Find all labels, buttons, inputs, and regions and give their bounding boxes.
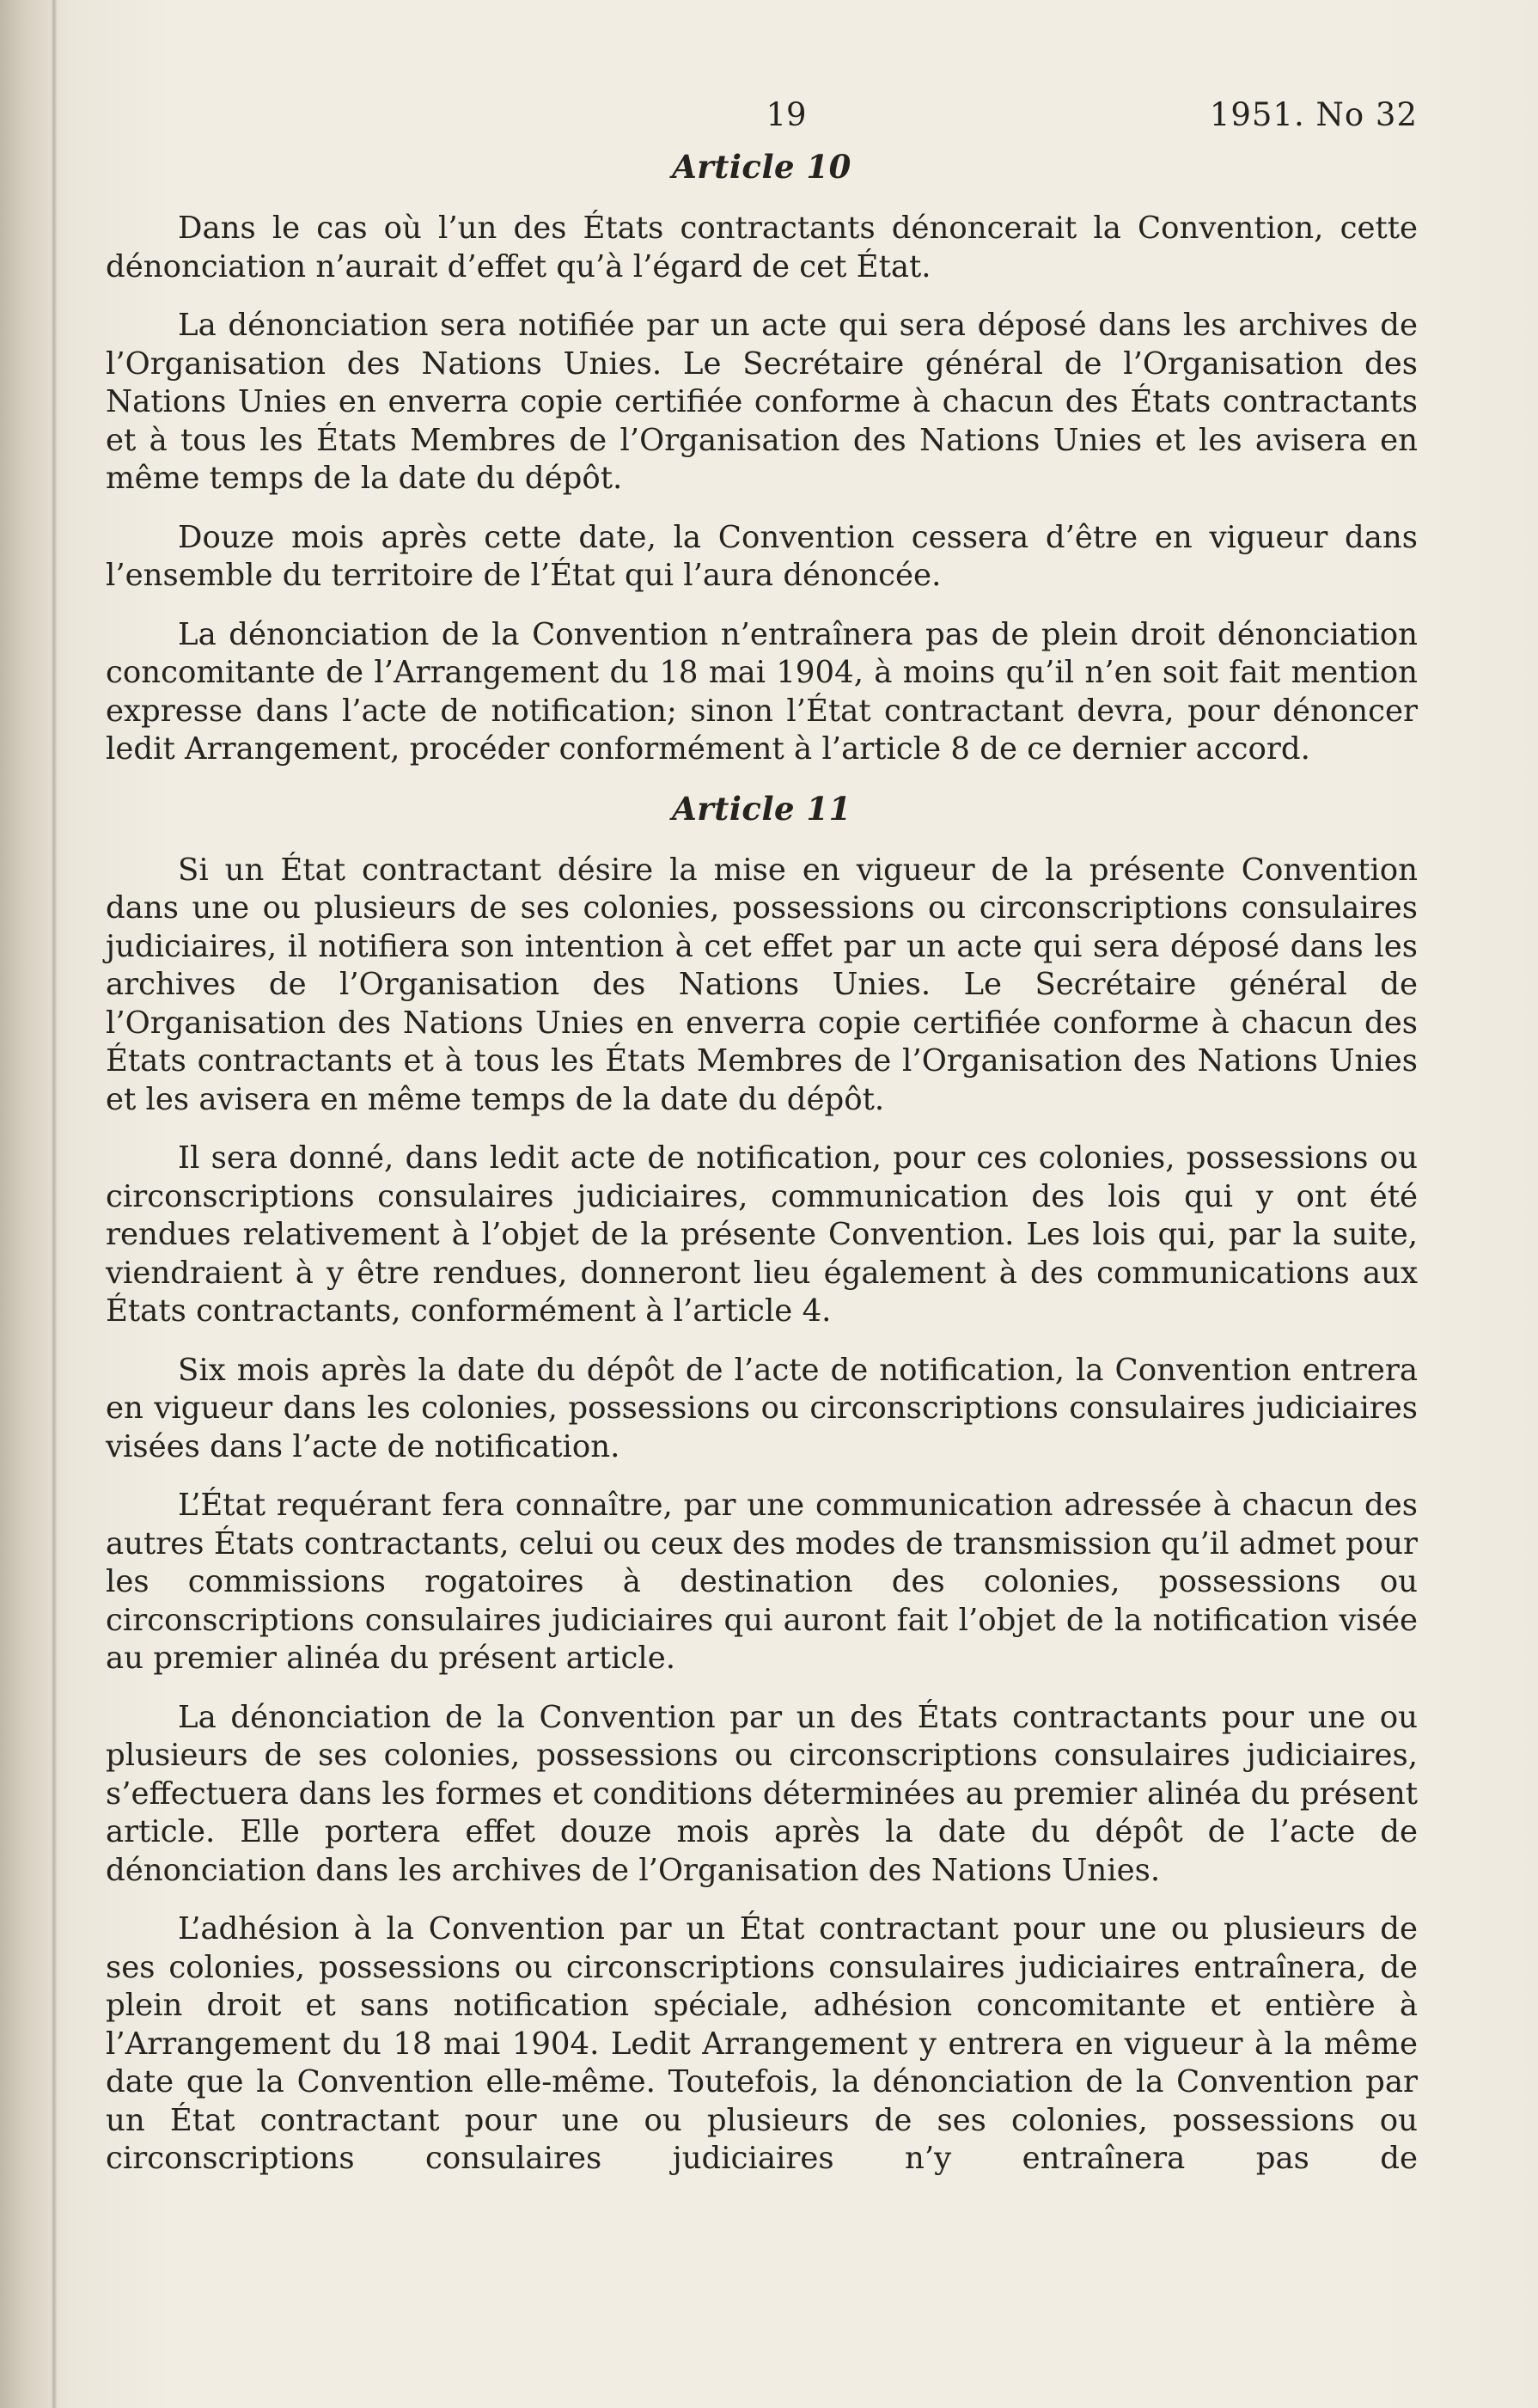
article-10 — [106, 148, 1418, 769]
document-reference: 1951. No 32 — [1209, 96, 1418, 133]
article-10-heading: Article 10 — [672, 148, 851, 186]
running-header — [106, 96, 1418, 148]
article-10-paragraph-3: Douze mois après cette date, la Convention cessera d’être en vigueur dans l’ensemble du territoire de l’État qui l’aura dénoncée. — [106, 519, 1418, 593]
article-11-paragraph-4: L’État requérant fera connaître, par une communication adressée à chacun des autres États contractants, celui ou ceux des modes de transmission qu’il admet pour les commissions rogatoires à destination des colonies, possessions ou circonscriptions consulaires judiciaires qui auront fait l’objet de la notification visée au premier alinéa du présent article. — [106, 1488, 1418, 1676]
article-10-paragraph-2: La dénonciation sera notifiée par un acte qui sera déposé dans les archives de l’Organisation des Nations Unies. Le Secrétaire général de l’Organisation des Nations Unies en enverra copie certifiée conforme à chacun des États contractants et à tous les États Membres de l’Organisation des Nations Unies et les avisera en même temps de la date du dépôt. — [106, 308, 1418, 496]
binding-shadow — [52, 0, 57, 2408]
article-11-paragraph-1: Si un État contractant désire la mise en vigueur de la présente Convention dans une ou plusieurs de ses colonies, possessions ou circonscriptions consulaires judiciaires, il notifiera son intention à cet effet par un acte qui sera déposé dans les archives de l’Organisation des Nations Unies. Le Secrétaire général de l’Organisation des Nations Unies en enverra copie certifiée conforme à chacun des États contractants et à tous les États Membres de l’Organisation des Nations Unies et les avisera en même temps de la date du dépôt. — [106, 852, 1418, 1117]
article-10-paragraph-4: La dénonciation de la Convention n’entraînera pas de plein droit dénonciation concomitante de l’Arrangement du 18 mai 1904, à moins qu’il n’en soit fait mention expresse dans l’acte de notification; sinon l’État contractant devra, pour dénoncer ledit Arrangement, procéder conformément à l’article 8 de ce dernier accord. — [106, 616, 1418, 767]
article-11-paragraph-6: L’adhésion à la Convention par un État contractant pour une ou plusieurs de ses colonies, possessions ou circonscriptions consulaires judiciaires entraînera, de plein droit et sans notification spéciale, adhésion concomitante et entière à l’Arrangement du 18 mai 1904. Ledit Arrangement y entrera en vigueur à la même date que la Convention elle-même. Toutefois, la dénonciation de la Convention par un État contractant pour une ou plusieurs de ses colonies, possessions ou circonscriptions consulaires judiciaires n’y entraînera pas de — [106, 1911, 1418, 2176]
article-11-heading: Article 11 — [672, 789, 851, 828]
article-11 — [106, 790, 1418, 2179]
page-number: 19 — [766, 96, 807, 133]
article-11-paragraph-3: Six mois après la date du dépôt de l’acte de notification, la Convention entrera en vigueur dans les colonies, possessions ou circonscriptions consulaires judiciaires visées dans l’acte de notification. — [106, 1352, 1418, 1464]
article-10-paragraph-1: Dans le cas où l’un des États contractants dénoncerait la Convention, cette dénonciation n’aurait d’effet qu’à l’égard de cet État. — [106, 211, 1418, 284]
article-11-paragraph-5: La dénonciation de la Convention par un des États contractants pour une ou plusieurs de ses colonies, possessions ou circonscriptions consulaires judiciaires, s’effectuera dans les formes et conditions déterminées au premier alinéa du présent article. Elle portera effet douze mois après la date du dépôt de l’acte de dénonciation dans les archives de l’Organisation des Nations Unies. — [106, 1699, 1418, 1888]
page-content — [106, 96, 1418, 2179]
article-11-paragraph-2: Il sera donné, dans ledit acte de notification, pour ces colonies, possessions ou circonscriptions consulaires judiciaires, communication des lois qui y ont été rendues relativement à l’objet de la présente Convention. Les lois qui, par la suite, viendraient à y être rendues, donneront lieu également à des communications aux États contractants, conformément à l’article 4. — [106, 1140, 1418, 1329]
